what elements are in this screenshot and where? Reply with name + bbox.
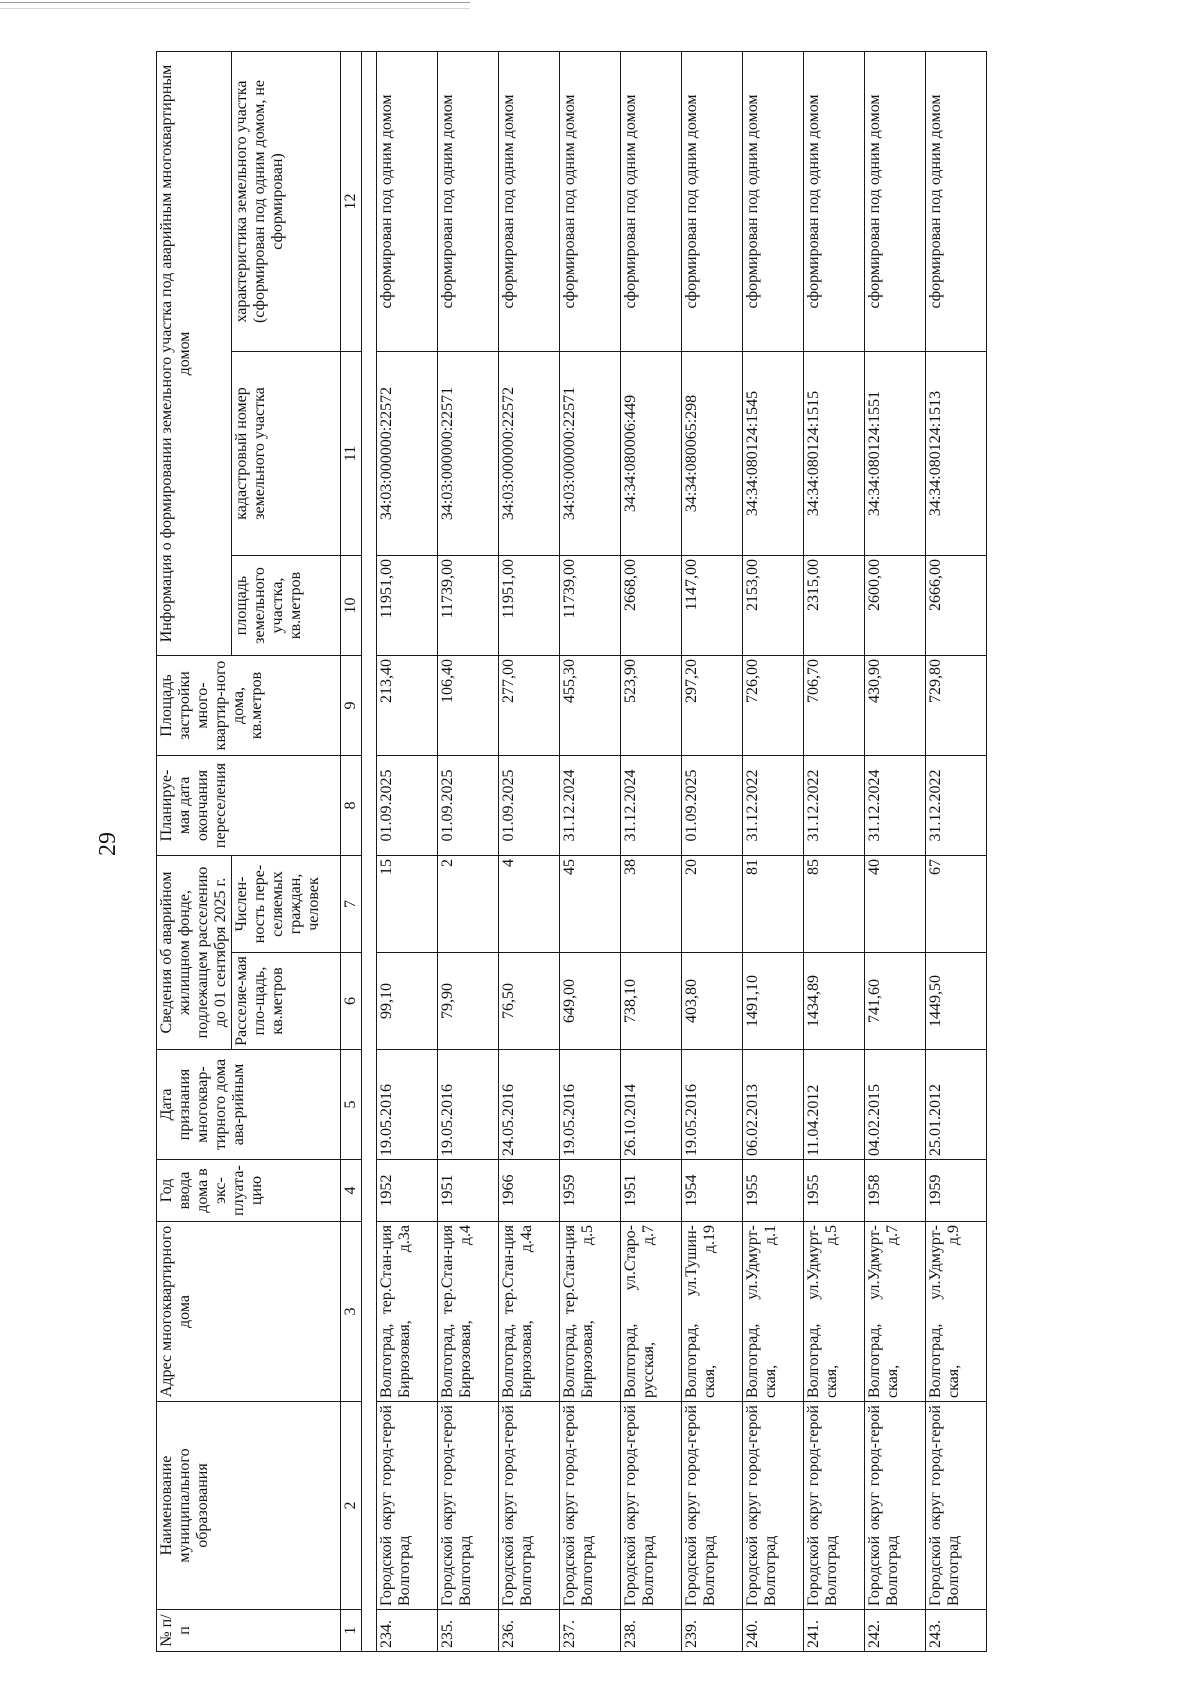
build-area-cell: 706,70 bbox=[804, 656, 865, 756]
people-cell: 4 bbox=[499, 856, 560, 953]
column-number: 12 bbox=[341, 51, 362, 351]
land-area-cell: 11739,00 bbox=[560, 556, 621, 656]
land-char-cell: сформирован под одним домом bbox=[377, 51, 438, 351]
year-cell: 1951 bbox=[621, 1160, 682, 1222]
recognition-date-cell: 19.05.2016 bbox=[438, 1050, 499, 1160]
area-resettle-cell: 403,80 bbox=[682, 953, 743, 1050]
land-char-cell: сформирован под одним домом bbox=[438, 51, 499, 351]
address-cell: Волгоград, тер.Стан-ция Бирюзовая, д.5 bbox=[560, 1222, 621, 1402]
cadastral-cell: 34:34:080124:1545 bbox=[743, 352, 804, 556]
municipality-cell: Городской округ город-герой Волгоград bbox=[743, 1402, 804, 1610]
header-gap-cell bbox=[362, 51, 377, 1651]
column-number: 8 bbox=[341, 756, 362, 856]
cadastral-cell: 34:34:080124:1551 bbox=[865, 352, 926, 556]
recognition-date-cell: 19.05.2016 bbox=[560, 1050, 621, 1160]
cadastral-cell: 34:03:000000:22571 bbox=[560, 352, 621, 556]
header-municipality: Наименование муниципального образования bbox=[157, 1402, 341, 1610]
build-area-cell: 277,00 bbox=[499, 656, 560, 756]
header-cadastral: кадастровый номер земельного участка bbox=[232, 352, 341, 556]
recognition-date-cell: 24.05.2016 bbox=[499, 1050, 560, 1160]
land-area-cell: 2600,00 bbox=[865, 556, 926, 656]
cadastral-cell: 34:03:000000:22571 bbox=[438, 352, 499, 556]
table-row bbox=[682, 51, 743, 1651]
year-cell: 1966 bbox=[499, 1160, 560, 1222]
year-cell: 1955 bbox=[743, 1160, 804, 1222]
planned-end-cell: 31.12.2024 bbox=[621, 756, 682, 856]
municipality-cell: Городской округ город-герой Волгоград bbox=[621, 1402, 682, 1610]
header-address: Адрес многоквартирного дома bbox=[157, 1222, 341, 1402]
row-number: 237. bbox=[560, 1610, 621, 1652]
municipality-cell: Городской округ город-герой Волгоград bbox=[865, 1402, 926, 1610]
area-resettle-cell: 1449,50 bbox=[926, 953, 987, 1050]
address-cell: Волгоград, тер.Стан-ция Бирюзовая, д.4а bbox=[499, 1222, 560, 1402]
recognition-date-cell: 25.01.2012 bbox=[926, 1050, 987, 1160]
column-number: 10 bbox=[341, 556, 362, 656]
header-build-area: Площадь застройки много-квартир-ного дома, кв.метров bbox=[157, 656, 341, 756]
land-area-cell: 2666,00 bbox=[926, 556, 987, 656]
table-row bbox=[926, 51, 987, 1651]
address-cell: Волгоград, ул.Удмурт-ская, д.9 bbox=[926, 1222, 987, 1402]
area-resettle-cell: 79,90 bbox=[438, 953, 499, 1050]
recognition-date-cell: 19.05.2016 bbox=[377, 1050, 438, 1160]
land-char-cell: сформирован под одним домом bbox=[865, 51, 926, 351]
land-area-cell: 2315,00 bbox=[804, 556, 865, 656]
header-number: № п/п bbox=[157, 1610, 341, 1652]
scan-edge-line bbox=[0, 8, 470, 9]
build-area-cell: 455,30 bbox=[560, 656, 621, 756]
year-cell: 1954 bbox=[682, 1160, 743, 1222]
people-cell: 20 bbox=[682, 856, 743, 953]
area-resettle-cell: 76,50 bbox=[499, 953, 560, 1050]
address-cell: Волгоград, ул.Старо-русская, д.7 bbox=[621, 1222, 682, 1402]
municipality-cell: Городской округ город-герой Волгоград bbox=[438, 1402, 499, 1610]
address-cell: Волгоград, тер.Стан-ция Бирюзовая, д.4 bbox=[438, 1222, 499, 1402]
table-row bbox=[438, 51, 499, 1651]
column-number: 11 bbox=[341, 352, 362, 556]
header-planned-end: Планируе-мая дата окончания переселения bbox=[157, 756, 341, 856]
municipality-cell: Городской округ город-герой Волгоград bbox=[926, 1402, 987, 1610]
people-cell: 67 bbox=[926, 856, 987, 953]
table-body bbox=[377, 51, 987, 1651]
area-resettle-cell: 649,00 bbox=[560, 953, 621, 1050]
row-number: 234. bbox=[377, 1610, 438, 1652]
land-area-cell: 11739,00 bbox=[438, 556, 499, 656]
recognition-date-cell: 04.02.2015 bbox=[865, 1050, 926, 1160]
build-area-cell: 726,00 bbox=[743, 656, 804, 756]
land-area-cell: 11951,00 bbox=[377, 556, 438, 656]
area-resettle-cell: 1491,10 bbox=[743, 953, 804, 1050]
planned-end-cell: 31.12.2024 bbox=[560, 756, 621, 856]
land-char-cell: сформирован под одним домом bbox=[682, 51, 743, 351]
header-land-char: характеристика земельного участка (сформирован под одним домом, не сформирован) bbox=[232, 51, 341, 351]
column-number: 4 bbox=[341, 1160, 362, 1222]
header-land-area: площадь земельного участка, кв.метров bbox=[232, 556, 341, 656]
build-area-cell: 729,80 bbox=[926, 656, 987, 756]
land-char-cell: сформирован под одним домом bbox=[621, 51, 682, 351]
recognition-date-cell: 06.02.2013 bbox=[743, 1050, 804, 1160]
land-area-cell: 2153,00 bbox=[743, 556, 804, 656]
year-cell: 1959 bbox=[926, 1160, 987, 1222]
people-cell: 85 bbox=[804, 856, 865, 953]
land-area-cell: 2668,00 bbox=[621, 556, 682, 656]
column-number: 1 bbox=[341, 1610, 362, 1652]
address-cell: Волгоград, тер.Стан-ция Бирюзовая, д.3а bbox=[377, 1222, 438, 1402]
municipality-cell: Городской округ город-герой Волгоград bbox=[377, 1402, 438, 1610]
table-row bbox=[377, 51, 438, 1651]
row-number: 236. bbox=[499, 1610, 560, 1652]
land-area-cell: 11951,00 bbox=[499, 556, 560, 656]
cadastral-cell: 34:03:000000:22572 bbox=[499, 352, 560, 556]
build-area-cell: 430,90 bbox=[865, 656, 926, 756]
header-row bbox=[157, 51, 232, 1651]
municipality-cell: Городской округ город-герой Волгоград bbox=[499, 1402, 560, 1610]
table-row bbox=[804, 51, 865, 1651]
area-resettle-cell: 738,10 bbox=[621, 953, 682, 1050]
cadastral-cell: 34:34:080124:1513 bbox=[926, 352, 987, 556]
people-cell: 15 bbox=[377, 856, 438, 953]
table-row bbox=[743, 51, 804, 1651]
row-number: 240. bbox=[743, 1610, 804, 1652]
planned-end-cell: 31.12.2022 bbox=[926, 756, 987, 856]
land-char-cell: сформирован под одним домом bbox=[743, 51, 804, 351]
table-row bbox=[560, 51, 621, 1651]
address-cell: Волгоград, ул.Удмурт-ская, д.5 bbox=[804, 1222, 865, 1402]
planned-end-cell: 01.09.2025 bbox=[682, 756, 743, 856]
municipality-cell: Городской округ город-герой Волгоград bbox=[560, 1402, 621, 1610]
row-number: 243. bbox=[926, 1610, 987, 1652]
header-group-resettle: Сведения об аварийном жилищном фонде, подлежащем расселению до 01 сентября 2025 г. bbox=[157, 856, 232, 1050]
row-number: 241. bbox=[804, 1610, 865, 1652]
header-area-resettle: Расселяе-мая пло-щадь, кв.метров bbox=[232, 953, 341, 1050]
land-area-cell: 1147,00 bbox=[682, 556, 743, 656]
header-year: Год ввода дома в экс-плуата-цию bbox=[157, 1160, 341, 1222]
land-char-cell: сформирован под одним домом bbox=[560, 51, 621, 351]
table-row bbox=[621, 51, 682, 1651]
row-number: 235. bbox=[438, 1610, 499, 1652]
cadastral-cell: 34:34:080006:449 bbox=[621, 352, 682, 556]
column-number: 9 bbox=[341, 656, 362, 756]
people-cell: 81 bbox=[743, 856, 804, 953]
year-cell: 1959 bbox=[560, 1160, 621, 1222]
municipality-cell: Городской округ город-герой Волгоград bbox=[682, 1402, 743, 1610]
build-area-cell: 523,90 bbox=[621, 656, 682, 756]
land-char-cell: сформирован под одним домом bbox=[499, 51, 560, 351]
year-cell: 1952 bbox=[377, 1160, 438, 1222]
municipality-cell: Городской округ город-герой Волгоград bbox=[804, 1402, 865, 1610]
header-group-land: Информация о формировании земельного участка под аварийным многоквартирным домом bbox=[157, 51, 232, 655]
table-row bbox=[499, 51, 560, 1651]
area-resettle-cell: 741,60 bbox=[865, 953, 926, 1050]
column-number-row bbox=[341, 51, 362, 1651]
cadastral-cell: 34:34:080065:298 bbox=[682, 352, 743, 556]
column-number: 3 bbox=[341, 1222, 362, 1402]
area-resettle-cell: 1434,89 bbox=[804, 953, 865, 1050]
land-char-cell: сформирован под одним домом bbox=[926, 51, 987, 351]
recognition-date-cell: 11.04.2012 bbox=[804, 1050, 865, 1160]
planned-end-cell: 31.12.2022 bbox=[804, 756, 865, 856]
cadastral-cell: 34:34:080124:1515 bbox=[804, 352, 865, 556]
address-cell: Волгоград, ул.Удмурт-ская, д.7 bbox=[865, 1222, 926, 1402]
page-number: 29 bbox=[95, 832, 121, 856]
resettlement-table bbox=[156, 51, 987, 1652]
people-cell: 2 bbox=[438, 856, 499, 953]
column-number: 7 bbox=[341, 856, 362, 953]
year-cell: 1955 bbox=[804, 1160, 865, 1222]
scan-edge-line bbox=[0, 2, 470, 3]
header-recognition-date: Дата признания многоквар-тирного дома ава-рийным bbox=[157, 1050, 341, 1160]
column-number: 6 bbox=[341, 953, 362, 1050]
planned-end-cell: 01.09.2025 bbox=[377, 756, 438, 856]
people-cell: 45 bbox=[560, 856, 621, 953]
column-number: 5 bbox=[341, 1050, 362, 1160]
recognition-date-cell: 19.05.2016 bbox=[682, 1050, 743, 1160]
header-people: Числен-ность пере-селяемых граждан, человек bbox=[232, 856, 341, 953]
address-cell: Волгоград, ул.Удмурт-ская, д.1 bbox=[743, 1222, 804, 1402]
build-area-cell: 297,20 bbox=[682, 656, 743, 756]
column-number: 2 bbox=[341, 1402, 362, 1610]
row-number: 239. bbox=[682, 1610, 743, 1652]
planned-end-cell: 31.12.2022 bbox=[743, 756, 804, 856]
build-area-cell: 213,40 bbox=[377, 656, 438, 756]
rotated-page-content bbox=[156, 52, 1086, 1652]
year-cell: 1958 bbox=[865, 1160, 926, 1222]
row-number: 238. bbox=[621, 1610, 682, 1652]
planned-end-cell: 31.12.2024 bbox=[865, 756, 926, 856]
people-cell: 38 bbox=[621, 856, 682, 953]
header-gap bbox=[362, 51, 377, 1651]
recognition-date-cell: 26.10.2014 bbox=[621, 1050, 682, 1160]
area-resettle-cell: 99,10 bbox=[377, 953, 438, 1050]
address-cell: Волгоград, ул.Тушин-ская, д.19 bbox=[682, 1222, 743, 1402]
land-char-cell: сформирован под одним домом bbox=[804, 51, 865, 351]
planned-end-cell: 01.09.2025 bbox=[499, 756, 560, 856]
table-row bbox=[865, 51, 926, 1651]
people-cell: 40 bbox=[865, 856, 926, 953]
year-cell: 1951 bbox=[438, 1160, 499, 1222]
cadastral-cell: 34:03:000000:22572 bbox=[377, 352, 438, 556]
build-area-cell: 106,40 bbox=[438, 656, 499, 756]
planned-end-cell: 01.09.2025 bbox=[438, 756, 499, 856]
row-number: 242. bbox=[865, 1610, 926, 1652]
